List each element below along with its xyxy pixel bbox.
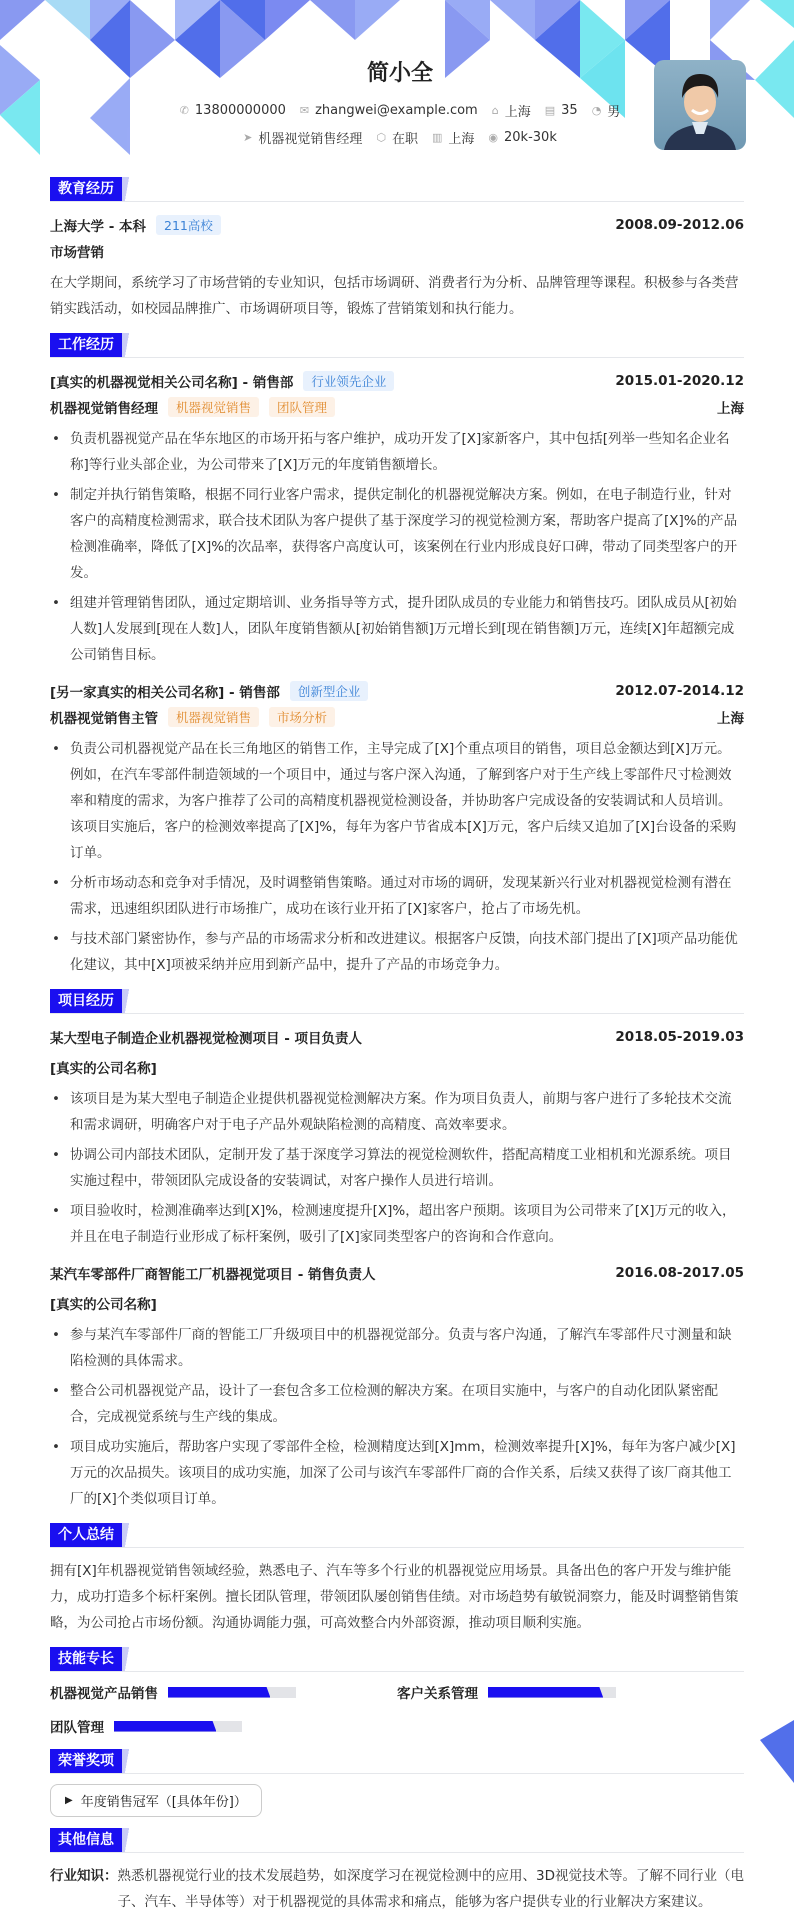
company-tag: 创新型企业	[290, 681, 369, 701]
bullet: • 负责机器视觉产品在华东地区的市场开拓与客户维护，成功开发了[X]家新客户，其中包括[列举一些知名企业名称]等行业头部企业，为公司带来了[X]万元的年度销售额增长。	[50, 426, 744, 478]
bullet: • 与技术部门紧密协作，参与产品的市场需求分析和改进建议。根据客户反馈，向技术部门提出了[X]项产品功能优化建议，其中[X]项被采纳并应用到新产品中，提升了产品的市场竞争力。	[50, 926, 744, 978]
role: 机器视觉销售经理	[50, 401, 158, 417]
project-item	[50, 1024, 744, 1250]
skill-bar	[168, 1687, 296, 1698]
candidate-name: 简小全	[366, 61, 433, 86]
salary: 20k-30k	[504, 130, 557, 145]
bullet: • 该项目是为某大型电子制造企业提供机器视觉检测解决方案。作为项目负责人，前期与客户进行了多轮技术交流和需求调研，明确客户对于电子产品外观缺陷检测的高精度、高效率要求。	[50, 1086, 744, 1138]
section-title: 其他信息	[50, 1828, 122, 1852]
skill-tag: 机器视觉销售	[168, 707, 259, 727]
company: [真实的机器视觉相关公司名称] - 销售部	[50, 375, 294, 391]
section-title: 工作经历	[50, 333, 122, 357]
status: 在职	[391, 132, 418, 147]
role: 机器视觉销售主管	[50, 711, 158, 727]
project-name: 某汽车零部件厂商智能工厂机器视觉项目 - 销售负责人	[50, 1267, 376, 1283]
date: 2016.08-2017.05	[615, 1265, 744, 1281]
avatar-photo	[654, 60, 746, 150]
school: 上海大学 - 本科	[50, 219, 147, 235]
bullet: • 负责公司机器视觉产品在长三角地区的销售工作，主导完成了[X]个重点项目的销售，项目总金额达到[X]万元。例如，在汽车零部件制造领域的一个项目中，通过与客户深入沟通，了解到客户对于生产线上零部件尺寸检测效率和精度的需求，为客户推荐了公司的高精度机器视觉检测设备，并协助客户完成设备的安装调试和人员培训。该项目实施后，客户的检测效率提高了[X]%，每年为客户节省成本[X]万元，客户后续又追加了[X]台设备的采购订单。	[50, 736, 744, 866]
work-item	[50, 368, 744, 668]
skill-tag: 机器视觉销售	[168, 397, 259, 417]
company-tag: 行业领先企业	[303, 371, 394, 391]
email: zhangwei@example.com	[315, 103, 478, 118]
bullet: • 协调公司内部技术团队，定制开发了基于深度学习算法的视觉检测软件，搭配高精度工业相机和光源系统。项目实施过程中，带领团队完成设备的安装调试，对客户操作人员进行培训。	[50, 1142, 744, 1194]
section-title: 个人总结	[50, 1523, 122, 1547]
summary-text: 拥有[X]年机器视觉销售领域经验，熟悉电子、汽车等多个行业的机器视觉应用场景。具备出色的客户开发与维护能力，成功打造多个标杆案例。擅长团队管理，带领团队屡创销售佳绩。对市场趋势有敏锐洞察力，能及时调整销售策略，为公司抢占市场份额。沟通协调能力强，可高效整合内外部资源，推动项目顺利实施。	[50, 1563, 739, 1631]
city: 上海	[448, 132, 475, 147]
age: 35	[561, 103, 578, 118]
send-icon: ➤	[243, 131, 253, 144]
home-icon: ⌂	[491, 104, 499, 117]
project-name: 某大型电子制造企业机器视觉检测项目 - 项目负责人	[50, 1031, 363, 1047]
skill-bar-fill	[168, 1687, 270, 1698]
skill-item	[50, 1682, 397, 1702]
skill-tag: 团队管理	[269, 397, 335, 417]
work-city: 上海	[717, 711, 744, 727]
status-icon: ⬡	[376, 131, 386, 144]
education-desc: 在大学期间，系统学习了市场营销的专业知识，包括市场调研、消费者行为分析、品牌管理等课程。积极参与各类营销实践活动，如校园品牌推广、市场调研项目等，锻炼了营销策划和执行能力。	[50, 275, 739, 317]
skill-bar-fill	[488, 1687, 603, 1698]
bullet: • 项目验收时，检测准确率达到[X]%，检测速度提升[X]%，超出客户预期。该项目为公司带来了[X]万元的收入，并且在电子制造行业形成了标杆案例，吸引了[X]家同类型客户的咨询和合作意向。	[50, 1198, 744, 1250]
date: 2018.05-2019.03	[615, 1029, 744, 1045]
phone: 13800000000	[194, 103, 286, 118]
contact-row	[50, 101, 750, 120]
section-title: 荣誉奖项	[50, 1749, 122, 1773]
section-title: 项目经历	[50, 989, 122, 1013]
work-item	[50, 678, 744, 978]
project-company: [真实的公司名称]	[50, 1297, 157, 1313]
triangle-icon: ▶	[65, 1795, 73, 1806]
job-intent-row	[50, 128, 750, 147]
section-title: 技能专长	[50, 1647, 122, 1671]
bullet: • 组建并管理销售团队，通过定期培训、业务指导等方式，提升团队成员的专业能力和销售技巧。团队成员从[初始人数]人发展到[现在人数]人，团队年度销售额从[初始销售额]万元增长到[现在销售额]万元，连续[X]年超额完成公司销售目标。	[50, 590, 744, 668]
work-section	[50, 334, 744, 978]
skill-tag: 市场分析	[269, 707, 335, 727]
age-icon: ▤	[544, 104, 556, 117]
section-title: 教育经历	[50, 177, 122, 201]
project-item	[50, 1260, 744, 1512]
salary-icon: ◉	[488, 131, 499, 144]
skill-bar	[114, 1721, 242, 1732]
bullet: • 项目成功实施后，帮助客户实现了零部件全检，检测精度达到[X]mm，检测效率提升[X]%，每年为客户减少[X]万元的次品损失。该项目的成功实施，加深了公司与该汽车零部件厂商的合作关系，后续又获得了该厂商其他工厂的[X]个类似项目订单。	[50, 1434, 744, 1512]
school-tag: 211高校	[156, 215, 221, 235]
skill-bar	[488, 1687, 616, 1698]
skill-item	[50, 1716, 397, 1736]
email-icon: ✉	[299, 104, 310, 117]
gender-icon: ◔	[591, 104, 602, 117]
education-section	[50, 178, 744, 322]
skill-item	[397, 1682, 744, 1702]
date: 2008.09-2012.06	[615, 217, 744, 233]
major: 市场营销	[50, 245, 104, 261]
bullet: • 制定并执行销售策略，根据不同行业客户需求，提供定制化的机器视觉解决方案。例如，在电子制造行业，针对客户的高精度检测需求，联合技术团队为客户提供了基于深度学习的视觉检测方案，帮助客户提高了[X]%的产品检测准确率，降低了[X]%的次品率，获得客户高度认可，该案例在行业内形成良好口碑，带动了同类型客户的开发。	[50, 482, 744, 586]
other-section	[50, 1829, 744, 1915]
skill-name: 团队管理	[50, 1720, 104, 1736]
date: 2012.07-2014.12	[615, 683, 744, 699]
bullet: • 分析市场动态和竞争对手情况，及时调整销售策略。通过对市场的调研，发现某新兴行业对机器视觉检测有潜在需求，迅速组织团队进行市场推广，成功在该行业开拓了[X]家客户，抢占了市场先机。	[50, 870, 744, 922]
project-company: [真实的公司名称]	[50, 1061, 157, 1077]
work-city: 上海	[717, 401, 744, 417]
project-section	[50, 990, 744, 1512]
skill-name: 机器视觉产品销售	[50, 1686, 158, 1702]
skills-section	[50, 1648, 744, 1736]
company: [另一家真实的相关公司名称] - 销售部	[50, 685, 280, 701]
other-item: 行业知识： 熟悉机器视觉行业的技术发展趋势，如深度学习在视觉检测中的应用、3D视觉技术等。了解不同行业（电子、汽车、半导体等）对于机器视觉的具体需求和痛点，能够为客户提供专业的行业解决方案建议。	[50, 1868, 744, 1910]
skill-name: 客户关系管理	[397, 1686, 478, 1702]
bullet: • 参与某汽车零部件厂商的智能工厂升级项目中的机器视觉部分。负责与客户沟通，了解汽车零部件尺寸测量和缺陷检测的具体需求。	[50, 1322, 744, 1374]
skill-bar-fill	[114, 1721, 216, 1732]
award-item: ▶ 年度销售冠军（[具体年份]）	[50, 1784, 262, 1817]
date: 2015.01-2020.12	[615, 373, 744, 389]
gender: 男	[607, 105, 621, 120]
summary-section	[50, 1524, 744, 1636]
bullet: • 整合公司机器视觉产品，设计了一套包含多工位检测的解决方案。在项目实施中，与客户的自动化团队紧密配合，完成视觉系统与生产线的集成。	[50, 1378, 744, 1430]
position: 机器视觉销售经理	[258, 132, 363, 147]
awards-section	[50, 1750, 744, 1829]
phone-icon: ✆	[179, 104, 189, 117]
building-icon: ▥	[431, 131, 443, 144]
hometown: 上海	[504, 105, 531, 120]
